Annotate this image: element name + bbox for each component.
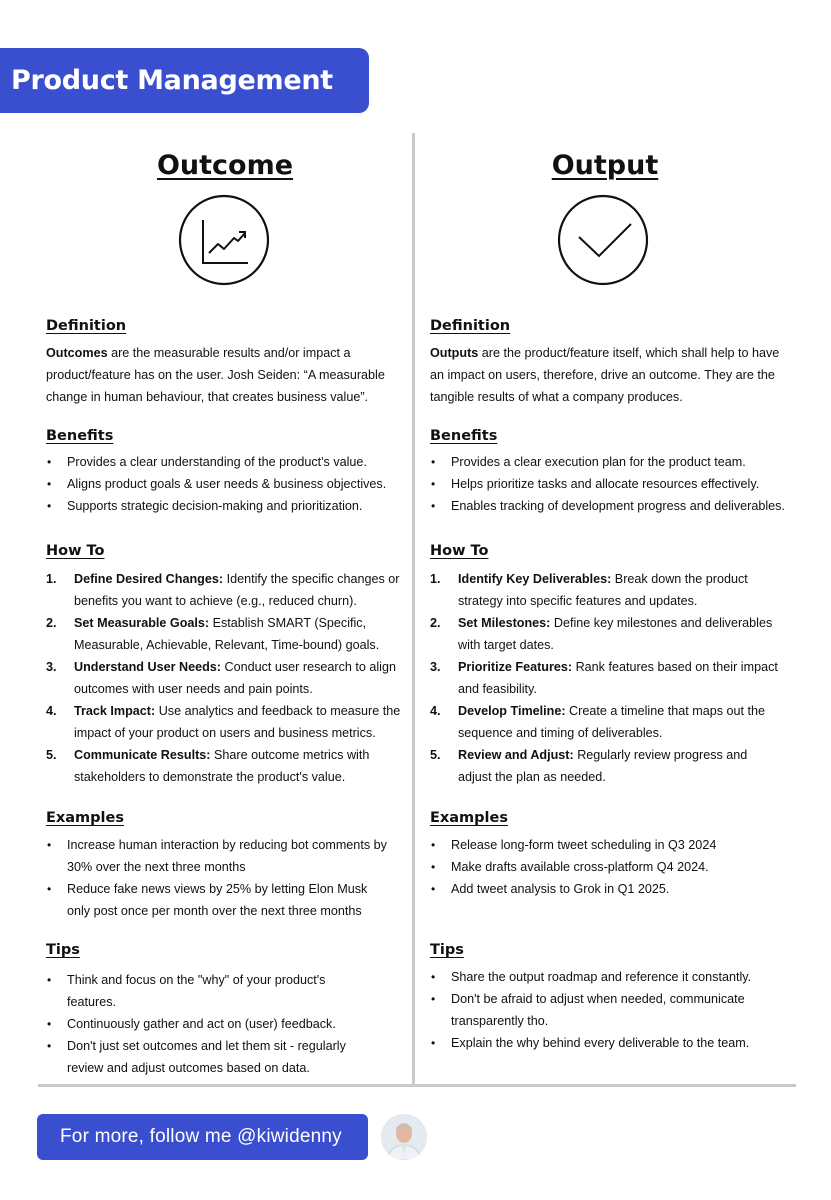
list-item (46, 700, 406, 744)
page-title-banner (0, 48, 369, 161)
list-item: • Provides a clear understanding of the product's value. (46, 451, 418, 473)
step-text: Use analytics and feedback to measure the impact of your product on users and business metrics. (74, 704, 401, 740)
list-item (46, 568, 406, 612)
step-text: Rank features based on their impact and feasibility. (458, 660, 778, 696)
step-number: 1. (46, 572, 57, 586)
list-item: • Reduce fake news views by 25% by letting Elon Musk only post once per month over the next three months (46, 878, 391, 922)
output-definition-lead: Outputs (430, 346, 479, 360)
step-heading: Develop Timeline: (458, 704, 566, 718)
chart-trend-up-icon (178, 194, 270, 286)
list-item: • Don't just set outcomes and let them sit - regularly review and adjust outcomes based on data. (46, 1035, 376, 1079)
output-benefits-title: Benefits (430, 428, 498, 444)
page-title: Product Management 101 (11, 65, 333, 161)
step-number: 5. (46, 748, 57, 762)
column-divider (412, 133, 415, 1085)
list-item: • Make drafts available cross-platform Q4 2024. (430, 856, 802, 878)
step-text: Establish SMART (Specific, Measurable, Achievable, Relevant, Time-bound) goals. (74, 616, 380, 652)
step-heading: Set Milestones: (458, 616, 551, 630)
list-item: • Explain the why behind every deliverable to the team. (430, 1032, 775, 1054)
list-item (430, 612, 780, 656)
step-number: 3. (46, 660, 57, 674)
outcome-benefits-title: Benefits (46, 428, 114, 444)
output-definition-title: Definition (430, 318, 511, 334)
outcome-tips-list (46, 969, 376, 1079)
list-item: • Aligns product goals & user needs & business objectives. (46, 473, 418, 495)
step-heading: Understand User Needs: (74, 660, 221, 674)
list-item: • Enables tracking of development progress and deliverables. (430, 495, 815, 517)
list-item: • Increase human interaction by reducing bot comments by 30% over the next three months (46, 834, 391, 878)
step-heading: Identify Key Deliverables: (458, 572, 612, 586)
step-text: Conduct user research to align outcomes with user needs and pain points. (74, 660, 396, 696)
outcome-examples-list (46, 834, 391, 922)
step-number: 2. (430, 616, 441, 630)
list-item: • Helps prioritize tasks and allocate resources effectively. (430, 473, 815, 495)
step-heading: Review and Adjust: (458, 748, 574, 762)
step-text: Create a timeline that maps out the sequence and timing of deliverables. (458, 704, 766, 740)
step-number: 4. (430, 704, 441, 718)
outcome-benefits-list (46, 451, 418, 517)
step-text: Identify the specific changes or benefits you want to achieve (e.g., reduced churn). (74, 572, 400, 608)
step-number: 4. (46, 704, 57, 718)
outcome-howto-list (46, 568, 406, 788)
step-text: Break down the product strategy into specific features and updates. (458, 572, 748, 608)
outcome-definition-title: Definition (46, 318, 127, 334)
list-item: • Add tweet analysis to Grok in Q1 2025. (430, 878, 802, 900)
step-number: 3. (430, 660, 441, 674)
output-definition-body: are the product/feature itself, which shall help to have an impact on users, therefore, drive an outcome. They are the tangible results of what a company produces. (430, 346, 780, 404)
step-heading: Communicate Results: (74, 748, 211, 762)
list-item (430, 656, 780, 700)
follow-cta-button[interactable] (37, 1114, 368, 1160)
step-number: 1. (430, 572, 441, 586)
outcome-tips-title: Tips (46, 942, 80, 958)
step-number: 2. (46, 616, 57, 630)
outcome-heading: Outcome (156, 150, 294, 181)
output-howto-list (430, 568, 780, 788)
list-item (46, 612, 406, 656)
step-number: 5. (430, 748, 441, 762)
list-item (430, 744, 780, 788)
list-item (46, 656, 406, 700)
list-item: • Share the output roadmap and reference it constantly. (430, 966, 775, 988)
step-heading: Set Measurable Goals: (74, 616, 210, 630)
outcome-examples-title: Examples (46, 810, 124, 826)
output-howto-title: How To (430, 543, 489, 559)
step-heading: Track Impact: (74, 704, 156, 718)
step-heading: Define Desired Changes: (74, 572, 224, 586)
follow-cta-label: For more, follow me @kiwidenny (60, 1126, 342, 1147)
list-item: • Continuously gather and act on (user) feedback. (46, 1013, 376, 1035)
step-text: Regularly review progress and adjust the plan as needed. (458, 748, 748, 784)
list-item: • Don't be afraid to adjust when needed, communicate transparently tho. (430, 988, 775, 1032)
outcome-definition-text (46, 342, 406, 408)
output-examples-title: Examples (430, 810, 508, 826)
author-avatar-icon (381, 1114, 427, 1160)
list-item: • Release long-form tweet scheduling in Q3 2024 (430, 834, 802, 856)
avatar[interactable] (381, 1114, 427, 1160)
step-text: Define key milestones and deliverables with target dates. (458, 616, 773, 652)
list-item (430, 568, 780, 612)
checkmark-icon (557, 194, 649, 286)
outcome-definition-body: are the measurable results and/or impact a product/feature has on the user. Josh Seiden: “A measurable change in human behaviour, that creates business value”. (46, 346, 385, 404)
step-heading: Prioritize Features: (458, 660, 573, 674)
list-item: • Provides a clear execution plan for the product team. (430, 451, 815, 473)
step-text: Share outcome metrics with stakeholders to demonstrate the product's value. (74, 748, 370, 784)
list-item: • Think and focus on the "why" of your product's features. (46, 969, 376, 1013)
output-tips-title: Tips (430, 942, 464, 958)
output-tips-list (430, 966, 775, 1054)
list-item (430, 700, 780, 744)
outcome-howto-title: How To (46, 543, 105, 559)
output-definition-text (430, 342, 780, 408)
list-item (46, 744, 406, 788)
footer-divider (38, 1084, 796, 1087)
output-heading: Output (551, 150, 659, 181)
outcome-definition-lead: Outcomes (46, 346, 108, 360)
output-examples-list (430, 834, 802, 900)
output-benefits-list (430, 451, 815, 517)
list-item: • Supports strategic decision-making and prioritization. (46, 495, 418, 517)
